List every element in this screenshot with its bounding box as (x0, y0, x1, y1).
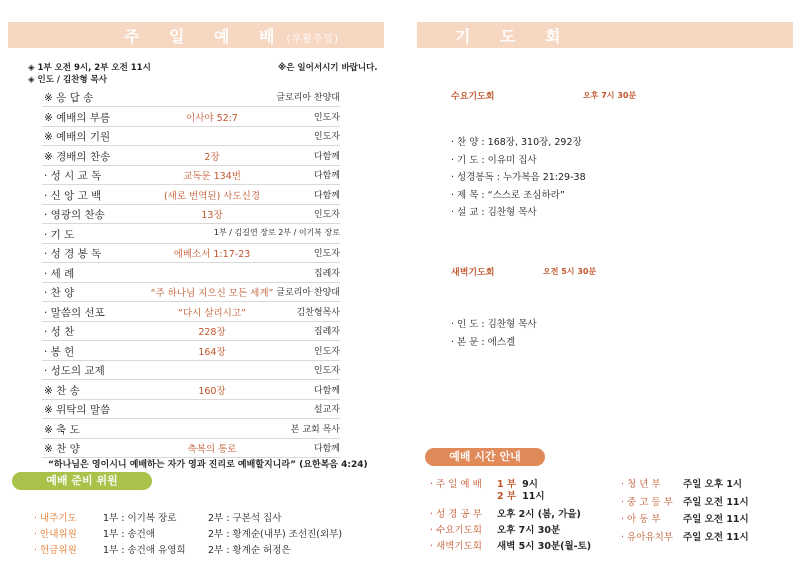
department-label: · 유아유치부 (621, 531, 673, 543)
order-row (42, 361, 340, 380)
prep-second-service (208, 526, 342, 540)
order-item-label: · 성 시 교 독 (44, 170, 102, 182)
order-row (42, 244, 340, 263)
order-item-label: ※ 찬 송 (44, 384, 80, 397)
order-item-label: ※ 찬 양 (44, 443, 80, 455)
prep-role-text: · 내주기도 (34, 513, 77, 524)
order-item-detail: (새로 번역된) 사도신경 (163, 190, 261, 202)
prep-role (34, 542, 77, 556)
order-item-label: · 기 도 (44, 228, 75, 241)
scripture-quote: “하나님은 영이시니 예배하는 자가 영과 진리로 예배할지니라” (요한복음 4:24) (48, 460, 368, 470)
prep-first-service (103, 542, 186, 556)
order-item-leader: 인도자 (313, 366, 340, 376)
department-label: · 청 년 부 (621, 479, 661, 490)
dawn-prayer-title: 새벽기도회 (451, 268, 495, 278)
order-row (42, 303, 340, 322)
left-header-title (124, 24, 339, 47)
order-item-label: · 성도의 교제 (44, 365, 105, 377)
order-item-label: ※ 경배의 찬송 (44, 150, 111, 163)
order-item-leader: 설교자 (313, 405, 340, 415)
schedule-time (497, 488, 545, 502)
order-item-leader: 다함께 (313, 190, 340, 201)
order-item-leader: 글로리아 찬양대 (276, 288, 340, 298)
schedule-time-main: 2 부 (497, 491, 517, 502)
order-item-leader: 다함께 (313, 444, 340, 454)
schedule-time-main: 오후 7시 30분 (497, 525, 561, 536)
prep-second-service-text: 2부 : 황계순 허정은 (208, 545, 291, 556)
schedule-label: · 주 일 예 배 (430, 479, 482, 490)
order-item-leader: 인도자 (313, 346, 340, 357)
order-item-leader: 글로리아 찬양대 (276, 93, 340, 103)
prep-first-service-text: 1부 : 이기복 장로 (103, 513, 177, 524)
order-item-detail: 13장 (201, 210, 223, 221)
order-item-label: · 성 경 봉 독 (44, 248, 102, 260)
order-item-leader: 다함께 (313, 385, 340, 396)
order-item-detail: 160장 (198, 385, 226, 397)
schedule-time (497, 506, 581, 520)
prep-first-service (103, 510, 176, 524)
order-item-label: · 영광의 찬송 (44, 209, 105, 221)
order-row (42, 342, 340, 361)
schedule-time-main: 1 부 (497, 479, 517, 490)
prep-first-service-text: 1부 : 송건애 유영희 (103, 545, 186, 556)
order-row (42, 439, 340, 458)
prep-first-service-text: 1부 : 송건애 (103, 529, 155, 540)
order-item-leader: 1부 / 김길연 장로 2부 / 이기복 장로 (213, 227, 340, 237)
order-item-label: · 말씀의 선포 (44, 306, 105, 319)
order-item-label: ※ 응 답 송 (44, 92, 94, 104)
order-item-label: ※ 축 도 (44, 423, 80, 436)
schedule-title: 예배 시간 안내 (425, 448, 545, 466)
wednesday-prayer-title: 수요기도회 (451, 92, 495, 102)
order-row (42, 420, 340, 439)
left-header-subtitle: (부활주일) (286, 34, 339, 45)
schedule-time (497, 522, 560, 536)
prayer-detail-line: · 성경봉독 : 누가복음 21:29-38 (451, 172, 586, 183)
prayer-detail-line: · 제 목 : “스스로 조심하라” (451, 189, 565, 201)
order-row (42, 381, 340, 400)
order-item-detail: 교독문 134번 (183, 171, 241, 182)
order-row (42, 88, 340, 107)
schedule-time (497, 538, 591, 552)
schedule-label: · 성 경 공 부 (430, 509, 482, 520)
order-item-label: · 세 례 (44, 267, 75, 280)
prayer-detail-line: · 인 도 : 김찬형 목사 (451, 319, 537, 330)
prep-committee-title: 예배 준비 위원 (12, 472, 152, 490)
prep-role (34, 510, 77, 524)
prep-role-text: · 안내위원 (34, 529, 77, 540)
order-row (42, 186, 340, 205)
department-time: 주일 오후 1시 (683, 479, 743, 490)
order-row (42, 108, 340, 127)
order-item-label: · 신 앙 고 백 (44, 189, 102, 202)
prep-second-service (208, 542, 291, 556)
order-item-leader: 인도자 (313, 249, 340, 259)
order-item-leader: 집례자 (313, 268, 340, 279)
wednesday-prayer-time: 오후 7시 30분 (583, 91, 637, 100)
dawn-prayer-time: 오전 5시 30분 (543, 267, 597, 276)
order-item-detail: 에베소서 1:17-23 (173, 249, 251, 260)
department-time: 주일 오전 11시 (683, 514, 749, 525)
order-item-leader: 김찬형목사 (296, 307, 340, 318)
order-row (42, 225, 340, 244)
department-label: · 아 동 부 (621, 514, 661, 525)
order-item-leader: 인도자 (313, 210, 340, 220)
stand-note: ※은 일어서시기 바랍니다. (278, 63, 378, 73)
order-item-leader: 본 교회 목사 (290, 424, 340, 435)
prayer-detail-line: · 찬 양 : 168장, 310장, 292장 (451, 137, 582, 148)
schedule-label: · 수요기도회 (430, 525, 482, 536)
prayer-detail-line: · 설 교 : 김찬형 목사 (451, 207, 537, 218)
order-row (42, 283, 340, 302)
order-item-detail: “주 하나님 지으신 모든 세계” (150, 288, 274, 299)
department-time: 주일 오전 11시 (683, 531, 749, 543)
order-item-leader: 집례자 (313, 327, 340, 337)
order-item-detail: “다시 살리시고” (178, 307, 246, 319)
prayer-detail-line: · 본 문 : 에스겔 (451, 336, 516, 348)
order-item-detail: 228장 (198, 327, 226, 338)
schedule-time-main: 새벽 5시 30분(월-토) (497, 541, 592, 552)
department-time: 주일 오전 11시 (683, 496, 749, 508)
order-item-label: ※ 예배의 기원 (44, 131, 111, 143)
order-row (42, 322, 340, 341)
order-row (42, 264, 340, 283)
order-item-leader: 다함께 (313, 151, 340, 162)
service-times: ◈ 1부 오전 9시, 2부 오전 11시 (28, 63, 151, 73)
prep-second-service-text: 2부 : 구본석 집사 (208, 513, 282, 524)
schedule-label: · 새벽기도회 (430, 541, 482, 552)
order-row (42, 127, 340, 146)
order-row (42, 400, 340, 419)
order-item-detail: 이사야 52:7 (186, 112, 238, 124)
prep-second-service-text: 2부 : 황계순(내부) 조선진(외부) (208, 529, 343, 540)
order-item-leader: 다함께 (313, 171, 340, 181)
order-row (42, 205, 340, 224)
order-item-detail: 2장 (204, 151, 220, 163)
prep-role-text: · 헌금위원 (34, 545, 77, 556)
order-item-label: · 찬 양 (44, 287, 75, 299)
order-row (42, 147, 340, 166)
leader-info: ◈ 인도 / 김찬형 목사 (28, 75, 107, 85)
prep-second-service (208, 510, 281, 524)
schedule-time-extra: 9시 (522, 479, 538, 490)
order-item-label: ※ 예배의 부름 (44, 111, 111, 124)
prep-role (34, 526, 77, 540)
prayer-detail-line: · 기 도 : 이유미 집사 (451, 154, 537, 166)
order-item-detail: 164장 (198, 346, 226, 358)
schedule-time-extra: 11시 (522, 491, 545, 502)
right-header-title: 기 도 회 (455, 27, 573, 46)
order-item-leader: 인도자 (313, 132, 340, 142)
order-item-label: ※ 위탁의 말씀 (44, 404, 111, 416)
schedule-time-main: 오후 2시 (봄, 가을) (497, 509, 581, 520)
left-header-title-text: 주 일 예 배 (124, 27, 287, 46)
order-item-label: · 성 찬 (44, 326, 75, 338)
order-row (42, 166, 340, 185)
order-item-detail: 축복의 통로 (187, 444, 237, 455)
order-item-label: · 봉 헌 (44, 345, 75, 358)
department-label: · 중 고 등 부 (621, 496, 673, 508)
prep-first-service (103, 526, 155, 540)
order-item-leader: 인도자 (313, 112, 340, 123)
